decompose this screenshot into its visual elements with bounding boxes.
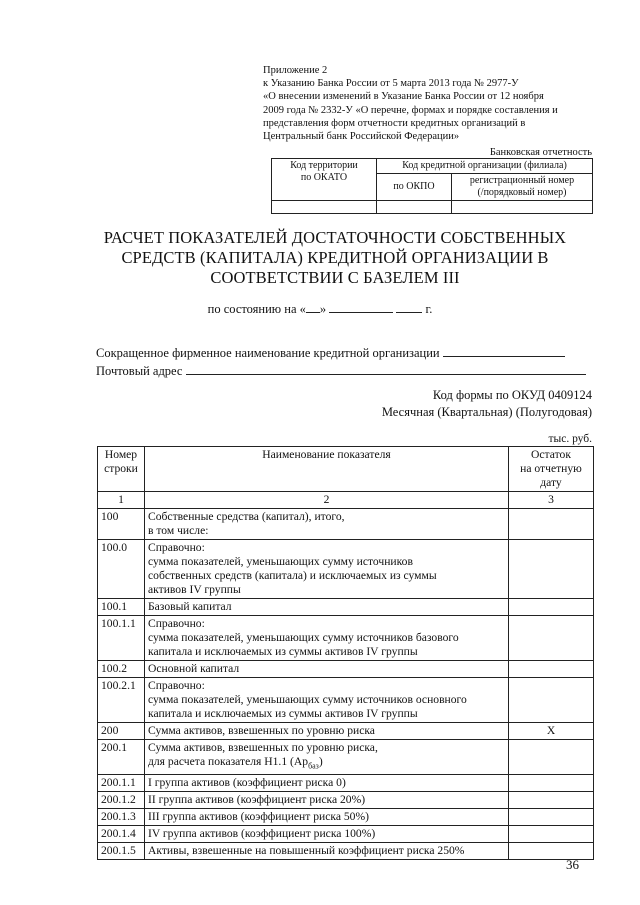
column-number: 3 bbox=[509, 492, 594, 509]
okato-header: Код территории по ОКАТО bbox=[272, 159, 377, 201]
month-field[interactable] bbox=[329, 300, 393, 313]
credit-org-code-header: Код кредитной организации (филиала) bbox=[377, 159, 593, 174]
as-of-mid: » bbox=[319, 302, 327, 316]
indicator-name bbox=[145, 826, 509, 843]
org-details bbox=[96, 344, 586, 380]
table-row bbox=[98, 599, 594, 616]
column-number: 1 bbox=[98, 492, 145, 509]
indicator-name-text: Активы, взвешенные на повышенный коэффициент риска 250% bbox=[148, 844, 465, 858]
indicator-name-text: Базовый капитал bbox=[148, 600, 232, 613]
codes-table bbox=[271, 158, 593, 214]
title-line: СРЕДСТВ (КАПИТАЛА) КРЕДИТНОЙ ОРГАНИЗАЦИИ В bbox=[121, 248, 549, 267]
indicator-name-text: Справочно: сумма показателей, уменьшающих сумму источников собственных средств (капитала) и исключаемых из суммы активов IV группы bbox=[148, 541, 437, 596]
indicators-table bbox=[97, 446, 594, 860]
annex-line: к Указанию Банка России от 5 марта 2013 года № 2977-У bbox=[263, 78, 519, 90]
table-row bbox=[98, 616, 594, 661]
as-of-prefix: по состоянию на « bbox=[207, 302, 306, 316]
indicator-name-text: Основной капитал bbox=[148, 662, 240, 675]
indicator-name-text: III группа активов (коэффициент риска 50%) bbox=[148, 810, 369, 824]
balance-value[interactable] bbox=[509, 661, 594, 678]
row-number: 200.1.1 bbox=[98, 775, 145, 792]
postal-address-label: Почтовый адрес bbox=[96, 364, 183, 378]
year-field[interactable] bbox=[396, 300, 422, 313]
document-title bbox=[70, 228, 600, 288]
balance-value[interactable] bbox=[509, 826, 594, 843]
short-name-field[interactable] bbox=[443, 344, 565, 357]
table-row bbox=[98, 809, 594, 826]
balance-value[interactable] bbox=[509, 540, 594, 599]
table-row bbox=[98, 678, 594, 723]
balance-value[interactable] bbox=[509, 740, 594, 775]
indicator-name-text: Сумма активов, взвешенных по уровню риска, для расчета показателя Н1.1 (Ар bbox=[148, 741, 378, 768]
indicator-name-text: I группа активов (коэффициент риска 0) bbox=[148, 776, 346, 790]
row-number: 200.1.5 bbox=[98, 843, 145, 860]
okato-cell[interactable] bbox=[272, 201, 377, 214]
as-of-suffix: г. bbox=[425, 302, 433, 316]
annex-line: представления форм отчетности кредитных организаций в bbox=[263, 117, 526, 129]
short-name-label: Сокращенное фирменное наименование кредитной организации bbox=[96, 346, 440, 360]
row-number: 200.1.4 bbox=[98, 826, 145, 843]
annex-line: «О внесении изменений в Указание Банка России от 12 ноября bbox=[263, 91, 544, 103]
day-field[interactable] bbox=[306, 300, 320, 313]
indicator-name-text: Справочно: сумма показателей, уменьшающих сумму источников базового капитала и исключаемых из суммы активов IV группы bbox=[148, 617, 459, 658]
table-row bbox=[98, 509, 594, 540]
indicator-name bbox=[145, 843, 509, 860]
table-row bbox=[98, 775, 594, 792]
balance-value[interactable] bbox=[509, 809, 594, 826]
table-row bbox=[98, 792, 594, 809]
row-number: 200.1 bbox=[98, 740, 145, 775]
balance-value[interactable] bbox=[509, 678, 594, 723]
row-number: 100.1 bbox=[98, 599, 145, 616]
indicator-subscript: баз bbox=[308, 761, 319, 771]
row-number: 200.1.2 bbox=[98, 792, 145, 809]
annex-block bbox=[263, 64, 603, 143]
periodicity: Месячная (Квартальная) (Полугодовая) bbox=[381, 405, 592, 419]
title-line: СООТВЕТСТВИИ С БАЗЕЛЕМ III bbox=[210, 268, 460, 287]
balance-value[interactable] bbox=[509, 843, 594, 860]
indicator-name bbox=[145, 740, 509, 775]
balance-header: Остаток на отчетную дату bbox=[509, 447, 594, 492]
indicator-name bbox=[145, 616, 509, 661]
indicator-name bbox=[145, 540, 509, 599]
reg-number-cell[interactable] bbox=[452, 201, 593, 214]
units-label: тыс. руб. bbox=[548, 433, 592, 445]
table-row bbox=[98, 661, 594, 678]
indicator-name bbox=[145, 599, 509, 616]
indicator-name-text: Сумма активов, взвешенных по уровню риска bbox=[148, 724, 375, 737]
indicator-name-tail: ) bbox=[318, 755, 323, 768]
indicator-name bbox=[145, 678, 509, 723]
row-number: 100.1.1 bbox=[98, 616, 145, 661]
indicator-name bbox=[145, 775, 509, 792]
indicator-name-text: Собственные средства (капитал), итого, в том числе: bbox=[148, 510, 345, 537]
row-number: 100.0 bbox=[98, 540, 145, 599]
annex-line: 2009 года № 2332-У «О перечне, формах и порядке составления и bbox=[263, 104, 558, 116]
indicator-name-text: IV группа активов (коэффициент риска 100%) bbox=[148, 827, 376, 841]
balance-value[interactable] bbox=[509, 616, 594, 661]
form-code-block bbox=[382, 387, 592, 421]
row-number: 200.1.3 bbox=[98, 809, 145, 826]
indicator-name bbox=[145, 509, 509, 540]
table-row bbox=[98, 723, 594, 740]
page-number: 36 bbox=[566, 857, 579, 872]
balance-value[interactable] bbox=[509, 509, 594, 540]
okpo-header: по ОКПО bbox=[377, 174, 452, 201]
row-number: 200 bbox=[98, 723, 145, 740]
row-number: 100 bbox=[98, 509, 145, 540]
row-number: 100.2 bbox=[98, 661, 145, 678]
annex-line: Приложение 2 bbox=[263, 65, 328, 76]
balance-value[interactable] bbox=[509, 775, 594, 792]
title-line: РАСЧЕТ ПОКАЗАТЕЛЕЙ ДОСТАТОЧНОСТИ СОБСТВЕННЫХ bbox=[103, 228, 567, 247]
row-number-header: Номер строки bbox=[98, 447, 145, 492]
indicator-name bbox=[145, 661, 509, 678]
balance-value[interactable] bbox=[509, 792, 594, 809]
row-number: 100.2.1 bbox=[98, 678, 145, 723]
column-number: 2 bbox=[145, 492, 509, 509]
bank-reporting-label: Банковская отчетность bbox=[489, 147, 592, 158]
balance-value[interactable] bbox=[509, 599, 594, 616]
okpo-cell[interactable] bbox=[377, 201, 452, 214]
table-row bbox=[98, 540, 594, 599]
form-code: Код формы по ОКУД 0409124 bbox=[432, 388, 592, 402]
indicator-name-header: Наименование показателя bbox=[145, 447, 509, 492]
table-row bbox=[98, 843, 594, 860]
indicator-name bbox=[145, 792, 509, 809]
indicator-name-text: Справочно: сумма показателей, уменьшающих сумму источников основного капитала и исключаемых из суммы активов IV группы bbox=[148, 679, 467, 720]
balance-value[interactable]: X bbox=[509, 723, 594, 740]
reg-number-header: регистрационный номер (/порядковый номер) bbox=[452, 174, 593, 201]
table-row bbox=[98, 826, 594, 843]
as-of-date bbox=[0, 300, 640, 317]
table-row bbox=[98, 740, 594, 775]
indicator-name bbox=[145, 723, 509, 740]
postal-address-field[interactable] bbox=[186, 362, 586, 375]
indicator-name-text: II группа активов (коэффициент риска 20%) bbox=[148, 793, 366, 807]
annex-line: Центральный банк Российской Федерации» bbox=[263, 131, 460, 143]
indicator-name bbox=[145, 809, 509, 826]
